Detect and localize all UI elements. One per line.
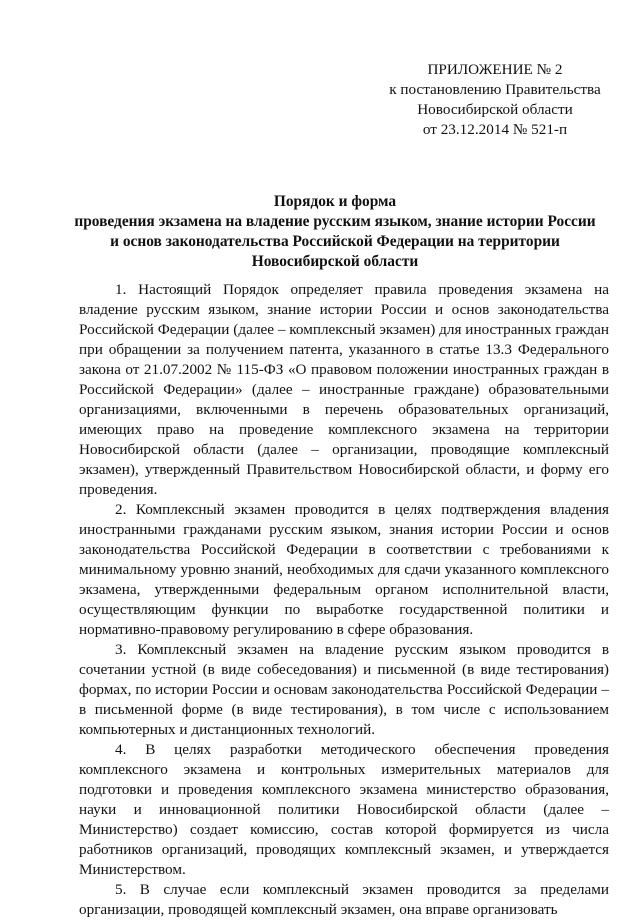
title-line-1: Порядок и форма — [273, 193, 397, 210]
paragraph-5: 5. В случае если комплексный экзамен проводится за пределами организации, проводящей комплексный экзамен, она вправе организовать — [79, 881, 609, 918]
document-body — [79, 280, 609, 920]
title-line-2: проведения экзамена на владение русским языком, знание истории России — [74, 213, 596, 230]
title-line-3: и основ законодательства Российской Федерации на территории — [110, 233, 560, 250]
appendix-header — [380, 60, 610, 140]
appendix-number: ПРИЛОЖЕНИЕ № 2 — [427, 61, 563, 78]
appendix-reference: к постановлению Правительства — [389, 81, 601, 98]
paragraph-2: 2. Комплексный экзамен проводится в целях подтверждения владения иностранными гражданами русским языком, знания истории России и основ законодательства Российской Федерации в соответствии с требованиями к минимальному уровню знаний, необходимых для сдачи указанного комплексного экзамена, утвержденными федеральным органом исполнительной власти, осуществляющим функции по выработке государственной политики и нормативно-правовому регулированию в сфере образования. — [79, 501, 609, 638]
paragraph-4: 4. В целях разработки методического обеспечения проведения комплексного экзамена и контрольных измерительных материалов для подготовки и проведения комплексного экзамена министерство образования, науки и инновационной политики Новосибирской области (далее – Министерство) создает комиссию, состав которой формируется из числа работников организаций, проводящих комплексный экзамен, и утверждается Министерством. — [79, 741, 609, 878]
appendix-region: Новосибирской области — [417, 101, 573, 118]
title-line-4: Новосибирской области — [251, 253, 419, 270]
paragraph-3: 3. Комплексный экзамен на владение русским языком проводится в сочетании устной (в виде собеседования) и письменной (в виде тестирования) формах, по истории России и основам законодательства Российской Федерации – в письменной форме (в виде тестирования), в том числе с использованием компьютерных и дистанционных технологий. — [79, 641, 609, 738]
paragraph-1: 1. Настоящий Порядок определяет правила проведения экзамена на владение русским языком, знание истории России и основ законодательства Российской Федерации (далее – комплексный экзамен) для иностранных граждан при обращении за получением патента, указанного в статье 13.3 Федерального закона от 21.07.2002 № 115-ФЗ «О правовом положении иностранных граждан в Российской Федерации» (далее – иностранные граждане) образовательными организациями, включенными в перечень образовательных организаций, имеющих право на проведение комплексного экзамена на территории Новосибирской области (далее – организации, проводящие комплексный экзамен), утвержденный Правительством Новосибирской области, и форму его проведения. — [79, 281, 609, 498]
document-title — [70, 192, 600, 272]
appendix-date-number: от 23.12.2014 № 521-п — [422, 121, 568, 138]
